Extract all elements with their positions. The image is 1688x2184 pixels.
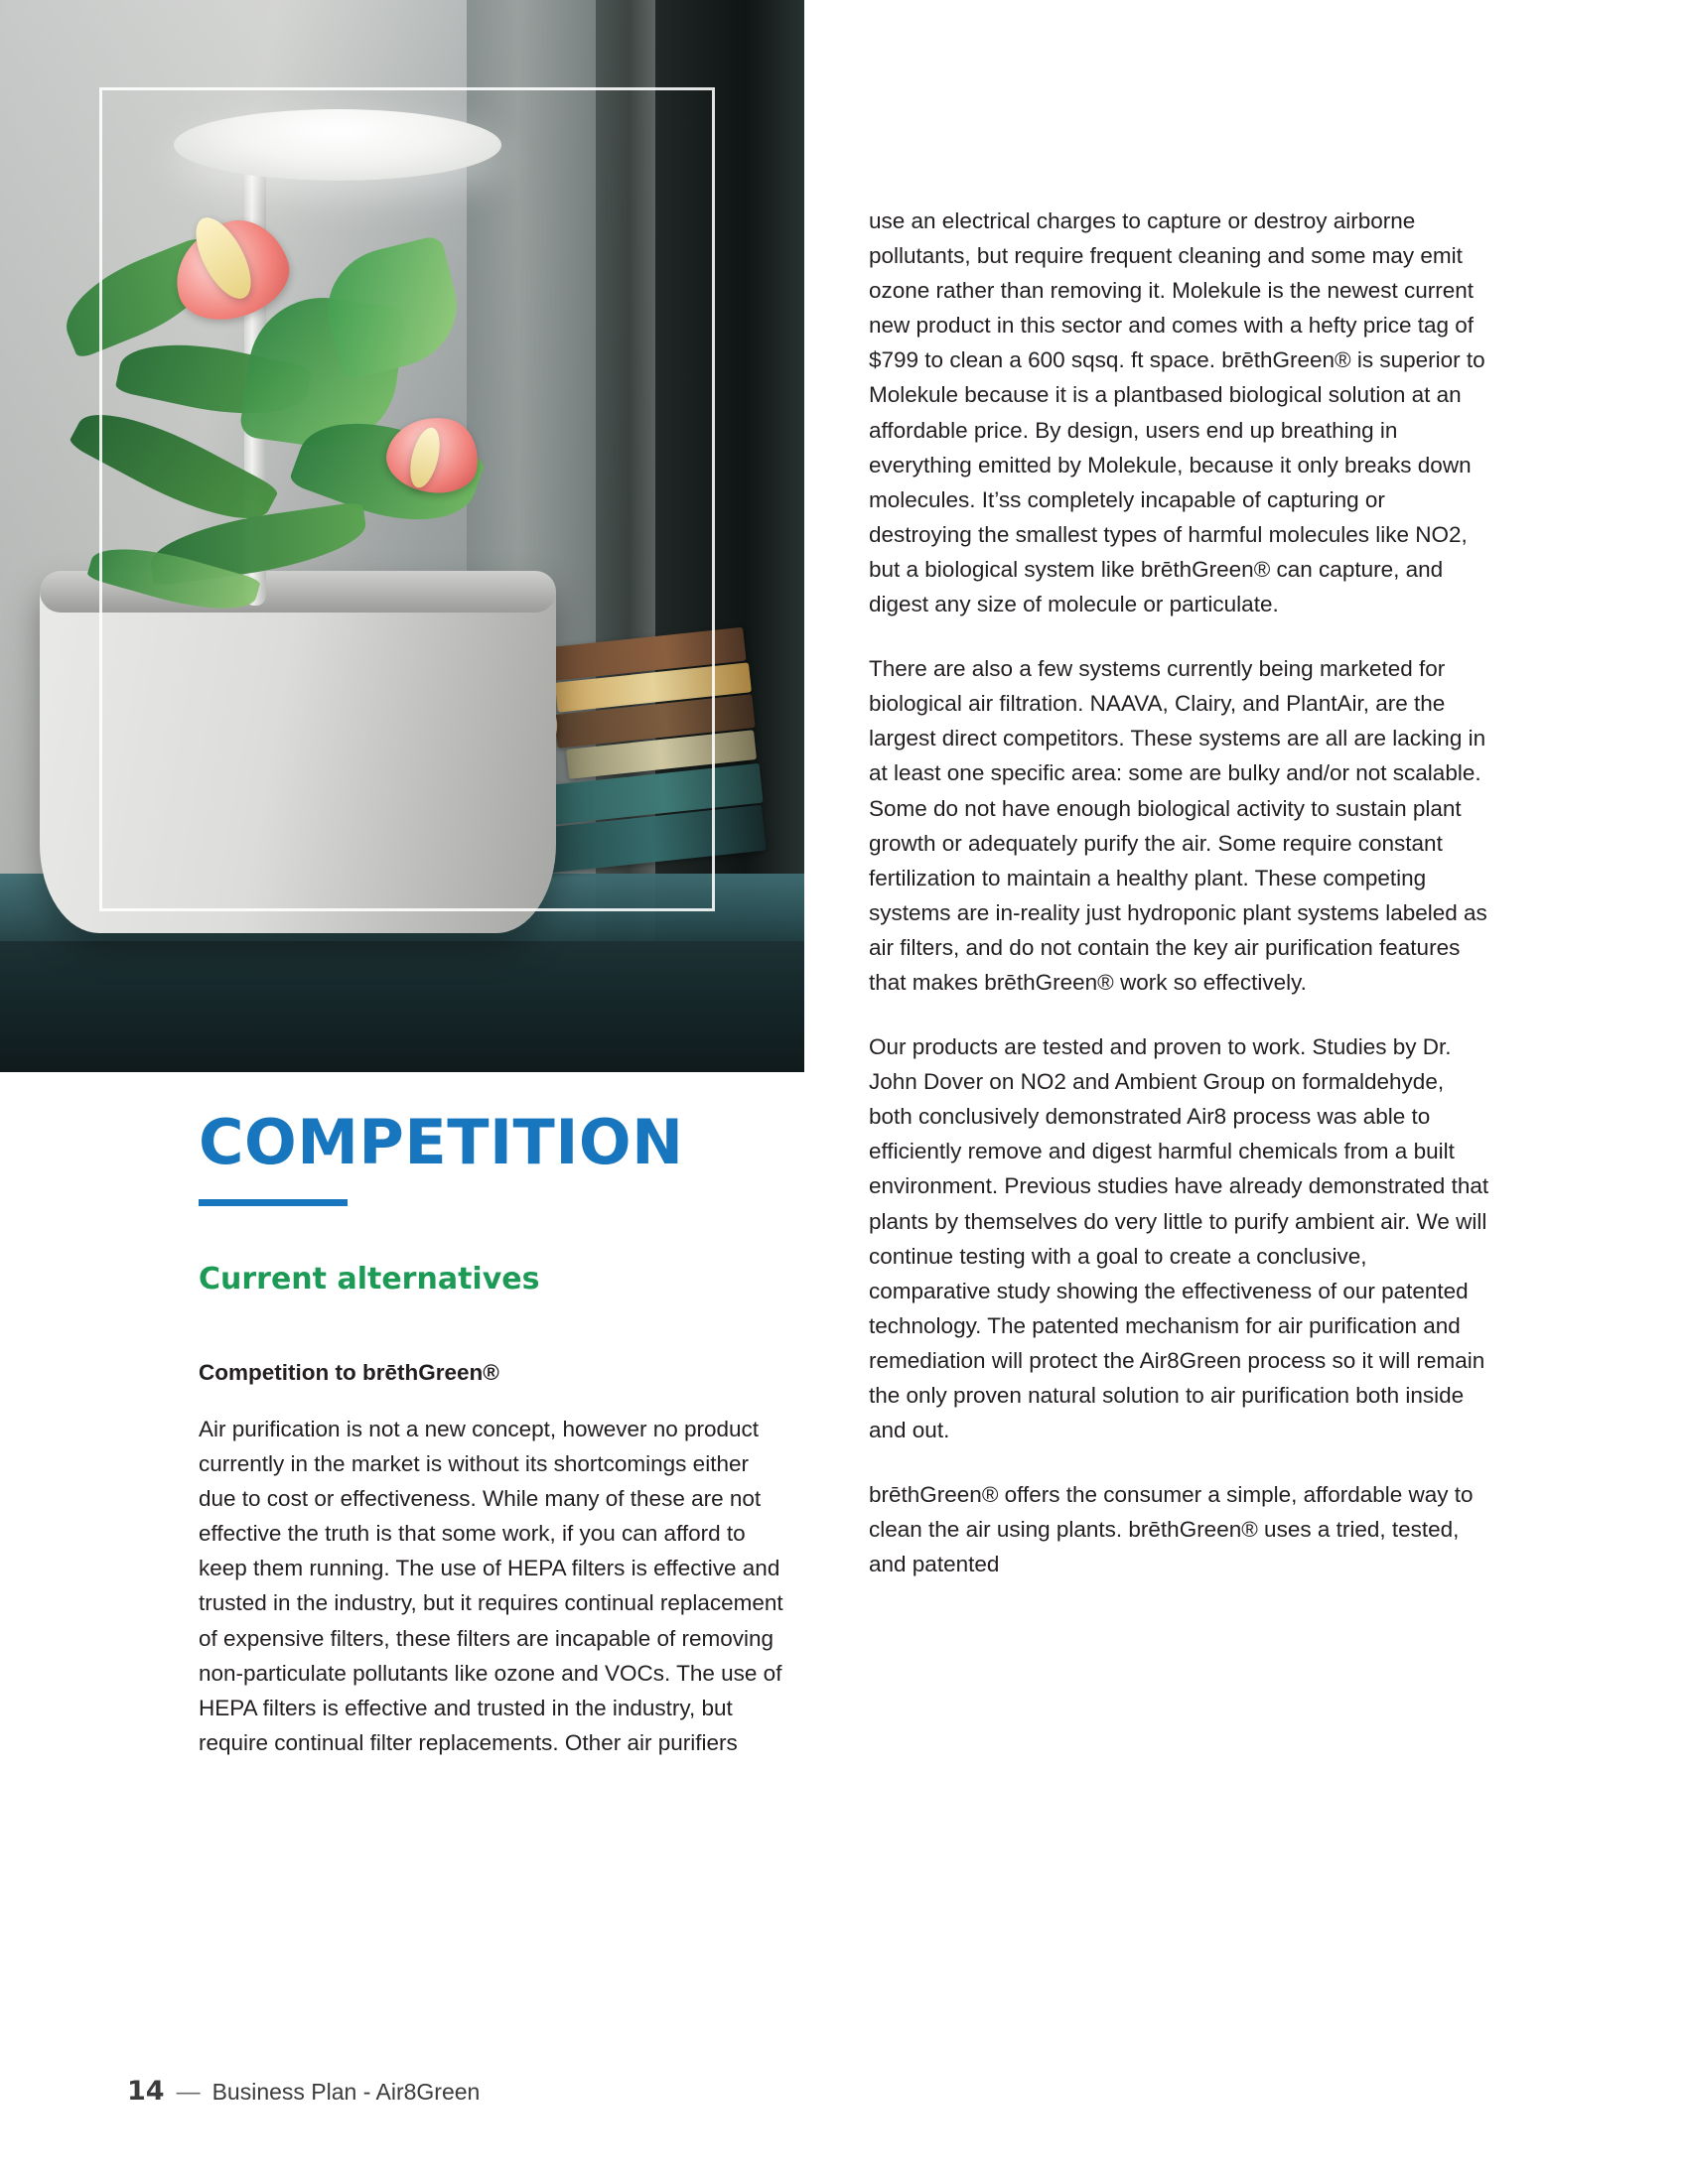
page-footer: [127, 2076, 480, 2107]
photo-planter: [40, 576, 556, 933]
title-underline-rule: [199, 1199, 348, 1206]
page-number: 14: [127, 2076, 165, 2107]
right-body-paragraph: There are also a few systems currently being marketed for biological air filtration. NAAVA, Clairy, and PlantAir, are the largest direct competitors. These systems are all are lacking in at least one specific area: some are bulky and/or not scalable. Some do not have enough biological activity to sustain plant growth or adequately purify the air. Some require constant fertilization to maintain a healthy plant. These competing systems are in-reality just hydroponic plant systems labeled as air filters, and do not contain the key air purification features that makes brēthGreen® work so effectively.: [869, 656, 1487, 995]
section-mini-heading: Competition to brēthGreen®: [199, 1360, 499, 1385]
right-body-paragraph: brēthGreen® offers the consumer a simple, affordable way to clean the air using plants. brēthGreen® uses a tried, tested, and patented: [869, 1482, 1474, 1577]
section-subheading: Current alternatives: [199, 1262, 540, 1297]
photo-grow-light: [174, 109, 501, 181]
right-body-paragraph: use an electrical charges to capture or destroy airborne pollutants, but require frequent cleaning and some may emit ozone rather than removing it. Molekule is the newest current new product in this sector and comes with a hefty price tag of $799 to clean a 600 sqsq. ft space. brēthGreen® is superior to Molekule because it is a plantbased biological solution at an affordable price. By design, users end up breathing in everything emitted by Molekule, because it only breaks down molecules. It’ss completely incapable of capturing or destroying the smallest types of harmful molecules like NO2, but a biological system like brēthGreen® can capture, and digest any size of molecule or particulate.: [869, 208, 1485, 617]
hero-image: [0, 0, 804, 1072]
footer-label: Business Plan - Air8Green: [211, 2079, 481, 2105]
left-column: [199, 1106, 789, 1786]
photo-shelf-front: [0, 941, 804, 1072]
footer-dash: —: [176, 2079, 201, 2106]
left-body-paragraph: Air purification is not a new concept, however no product currently in the market is without its shortcomings either due to cost or effectiveness. While many of these are not effective the truth is that some work, if you can afford to keep them running. The use of HEPA filters is effective and trusted in the industry, but it requires continual replacement of expensive filters, these filters are incapable of removing non-particulate pollutants like ozone and VOCs. The use of HEPA filters is effective and trusted in the industry, but require continual filter replacements. Other air purifiers: [199, 1417, 783, 1755]
right-column: [869, 204, 1489, 1611]
right-body-paragraph: Our products are tested and proven to work. Studies by Dr. John Dover on NO2 and Ambient Group on formaldehyde, both conclusively demonstrated Air8 process was able to efficiently remove and digest harmful chemicals from a built environment. Previous studies have already demonstrated that plants by themselves do very little to purify ambient air. We will continue testing with a goal to create a conclusive, comparative study showing the effectiveness of our patented technology. The patented mechanism for air purification and remediation will protect the Air8Green process so it will remain the only proven natural solution to air purification both inside and out.: [869, 1034, 1489, 1443]
page-title: COMPETITION: [199, 1106, 684, 1178]
photo-books: [541, 585, 799, 904]
